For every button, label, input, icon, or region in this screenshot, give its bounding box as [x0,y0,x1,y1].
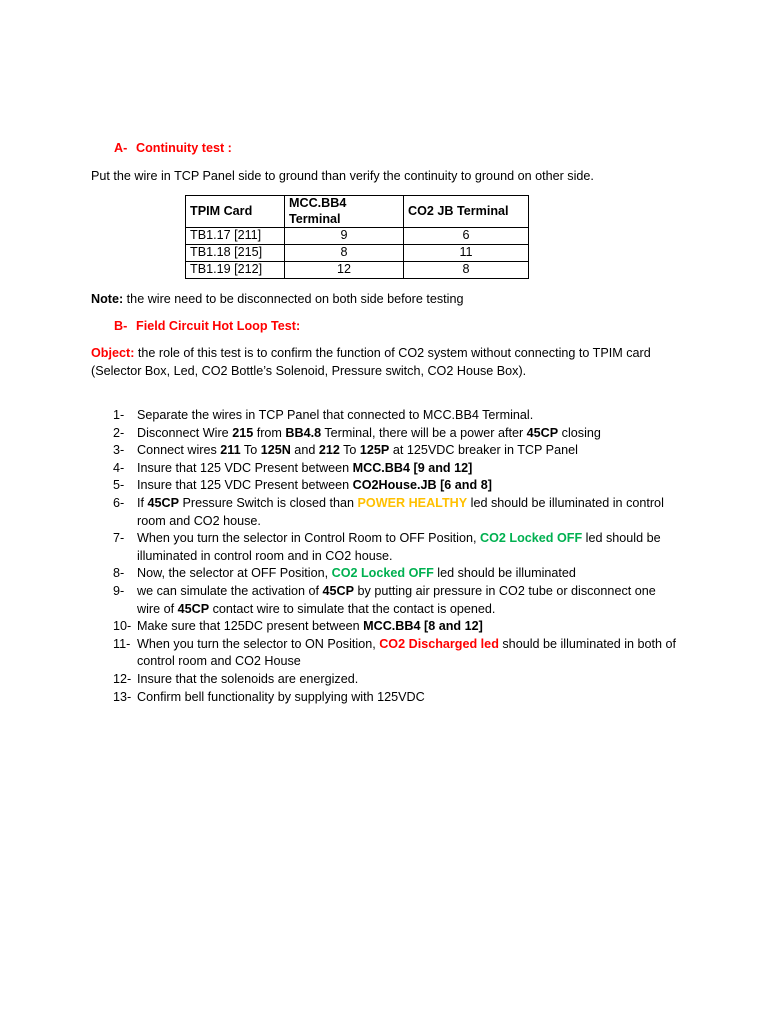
step-text: Insure that 125 VDC Present between [137,478,353,493]
step-text: from [253,425,286,440]
step-text: Confirm bell functionality by supplying with 125VDC [137,689,425,704]
step-text: CO2House.JB [6 and 8] [352,478,492,493]
table-row [186,262,529,279]
step-text: we can simulate the activation of [137,583,323,598]
object-paragraph [91,345,671,380]
step-item [91,477,681,495]
section-a-letter: A- [114,141,128,155]
step-text: by putting air pressure in CO2 tube or disconnect one wire of [137,583,656,616]
step-text: and [290,443,319,458]
step-text: 45CP [147,495,180,510]
step-text: To [240,443,261,458]
step-text: Connect wires [137,443,221,458]
step-text: 45CP [322,583,355,598]
step-text: Make sure that 125DC present between [137,619,364,634]
step-text: 45CP [177,601,210,616]
terminal-table [185,195,529,279]
step-text: When you turn the selector in Control Room to OFF Position, [137,531,480,546]
object-text: the role of this test is to confirm the function of CO2 system without connecting to TPIM card (Selector Box, Led, CO2 Bottle’s Solenoid, Pressure switch, CO2 House Box). [91,346,651,378]
note-paragraph [91,291,691,309]
step-number: 9- [113,583,125,598]
section-b-letter: B- [114,319,128,333]
step-text: MCC.BB4 [8 and 12] [363,619,483,634]
table-cell-tpim: TB1.17 [211] [186,228,285,245]
table-cell-tpim: TB1.18 [215] [186,245,285,262]
table-row [186,245,529,262]
step-number: 6- [113,495,125,510]
note-text: the wire need to be disconnected on both side before testing [123,292,464,306]
step-item [91,618,681,636]
step-number: 5- [113,478,125,493]
step-text: To [339,443,360,458]
step-text: led should be illuminated in control room and in CO2 house. [137,531,661,563]
step-item [91,689,681,707]
step-text: Terminal, there will be a power after [321,425,527,440]
step-item [91,636,681,671]
step-text: 211 [220,443,241,458]
test-steps-list [91,407,681,706]
step-text: 125N [260,443,291,458]
object-label: Object: [91,346,135,360]
step-item [91,442,681,460]
step-text: CO2 Locked OFF [331,566,434,581]
table-row [186,228,529,245]
table-header-tpim: TPIM Card [186,196,285,228]
step-item [91,495,681,530]
step-text: BB4.8 [285,425,322,440]
step-item [91,407,681,425]
table-header-row [186,196,529,228]
table-cell-mcc: 9 [285,228,404,245]
step-item [91,425,681,443]
step-item [91,530,681,565]
step-item [91,460,681,478]
step-text: If [137,495,148,510]
step-number: 10- [113,619,132,634]
step-text: closing [558,425,601,440]
section-b-heading [114,318,300,336]
step-number: 7- [113,531,125,546]
step-number: 8- [113,566,125,581]
step-number: 1- [113,408,125,422]
step-text: POWER HEALTHY [357,495,468,510]
step-text: led should be illuminated [433,566,576,581]
table-cell-mcc: 8 [285,245,404,262]
table-cell-tpim: TB1.19 [212] [186,262,285,279]
table-header-co2jb: CO2 JB Terminal [404,196,529,228]
step-text: led should be illuminated in control room and CO2 house. [137,495,664,528]
step-number: 12- [113,671,132,686]
table-cell-co2jb: 8 [404,262,529,279]
step-text: When you turn the selector to ON Position, [137,636,380,651]
table-cell-mcc: 12 [285,262,404,279]
step-text: Disconnect Wire [137,425,233,440]
step-text: CO2 Locked OFF [479,531,583,546]
step-text: 125P [359,443,390,458]
step-number: 13- [113,689,132,704]
note-label: Note: [91,292,124,306]
step-text: 212 [318,443,340,458]
step-number: 4- [113,460,125,475]
section-b-title: Field Circuit Hot Loop Test: [136,319,301,333]
continuity-intro: Put the wire in TCP Panel side to ground than verify the continuity to ground on other side. [91,169,594,183]
table-header-mcc: MCC.BB4 Terminal [285,196,404,228]
section-a-heading [114,140,232,158]
step-item [91,583,681,618]
step-text: MCC.BB4 [9 and 12] [352,460,473,475]
step-text: Now, the selector at OFF Position, [137,566,332,581]
step-number: 11- [113,636,131,651]
section-a-title: Continuity test : [136,141,232,155]
step-text: Pressure Switch is closed than [179,495,358,510]
step-text: at 125VDC breaker in TCP Panel [389,443,578,458]
step-text: 215 [232,425,254,440]
step-item [91,565,681,583]
step-text: Insure that the solenoids are energized. [137,671,359,686]
step-text: 45CP [526,425,559,440]
table-cell-co2jb: 6 [404,228,529,245]
step-text: Separate the wires in TCP Panel that connected to MCC.BB4 Terminal. [137,408,534,422]
step-text: Insure that 125 VDC Present between [137,460,353,475]
table-cell-co2jb: 11 [404,245,529,262]
step-number: 3- [113,443,125,458]
step-text: should be illuminated in both of control room and CO2 House [137,636,677,669]
step-text: contact wire to simulate that the contact is opened. [209,601,496,616]
step-text: CO2 Discharged led [379,636,499,651]
step-number: 2- [113,425,125,440]
step-item [91,671,681,689]
